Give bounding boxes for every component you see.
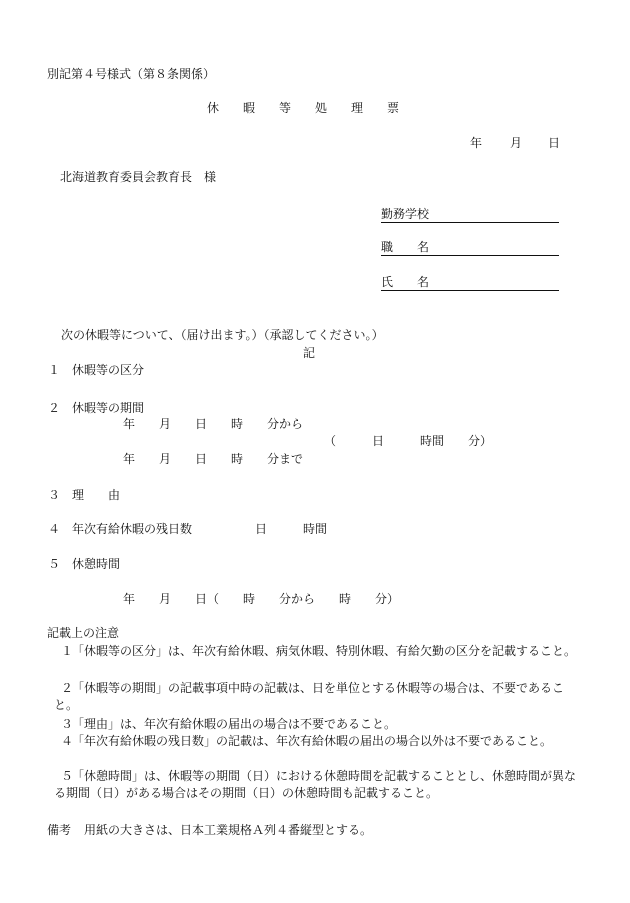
period-from-line: 年 月 日 時 分から [123,417,304,431]
school-label: 勤務学校 [381,207,430,221]
note-2-number: ２ [61,681,74,695]
remaining-day-unit: 日 [255,522,268,536]
remaining-hours-unit: 時間 [303,522,328,536]
section-5-number: ５ [48,557,61,571]
date-month-label: 月 [510,136,523,150]
school-field[interactable] [381,206,559,223]
position-field[interactable] [381,239,559,256]
note-5-number: ５ [61,769,74,783]
section-3-number: ３ [48,488,61,502]
note-4-text: 「年次有給休暇の残日数」の記載は、年次有給休暇の届出の場合以外は不要であること。 [72,734,553,748]
period-to-line: 年 月 日 時 分まで [123,452,304,466]
section-4-number: ４ [48,522,61,536]
form-number: 別記第４号様式（第８条関係） [47,67,216,81]
intro-text: 次の休暇等について、（届け出ます。）（承認してください。） [61,328,384,342]
name-label: 氏 名 [381,275,430,289]
ki-label: 記 [303,346,316,360]
remark-text: 用紙の大きさは、日本工業規格Ａ列４番縦型とする。 [84,823,373,837]
section-5-label: 休憩時間 [72,557,121,571]
section-3-label: 理 由 [72,488,121,502]
section-4-label: 年次有給休暇の残日数 [72,522,193,536]
form-title: 休 暇 等 処 理 票 [207,101,400,115]
notes-heading: 記載上の注意 [47,626,120,640]
period-duration-line: （ 日 時間 分） [324,434,493,448]
section-1-label: 休暇等の区分 [72,363,145,377]
note-3-number: ３ [61,717,74,731]
note-1-text: 「休暇等の区分」は、年次有給休暇、病気休暇、特別休暇、有給欠勤の区分を記載すること。 [72,644,577,658]
position-label: 職 名 [381,240,430,254]
note-4-number: ４ [61,734,74,748]
section-2-label: 休暇等の期間 [72,401,145,415]
date-day-label: 日 [548,136,561,150]
note-3-text: 「理由」は、年次有給休暇の届出の場合は不要であること。 [72,717,397,731]
note-5-text: 「休憩時間」は、休暇等の期間（日）における休憩時間を記載することとし、休憩時間が異なる期間（日）がある場合はその期間（日）の休憩時間も記載すること。 [54,769,577,800]
section-1-number: １ [48,363,61,377]
date-year-label: 年 [470,136,483,150]
section-2-number: ２ [48,401,61,415]
remark-label: 備考 [47,823,72,837]
note-2-text: 「休暇等の期間」の記載事項中時の記載は、日を単位とする休暇等の場合は、不要であること。 [54,681,565,712]
break-time-line: 年 月 日（ 時 分から 時 分） [123,592,400,606]
name-field[interactable] [381,274,559,291]
addressee: 北海道教育委員会教育長 様 [60,170,217,184]
note-1-number: １ [61,644,74,658]
